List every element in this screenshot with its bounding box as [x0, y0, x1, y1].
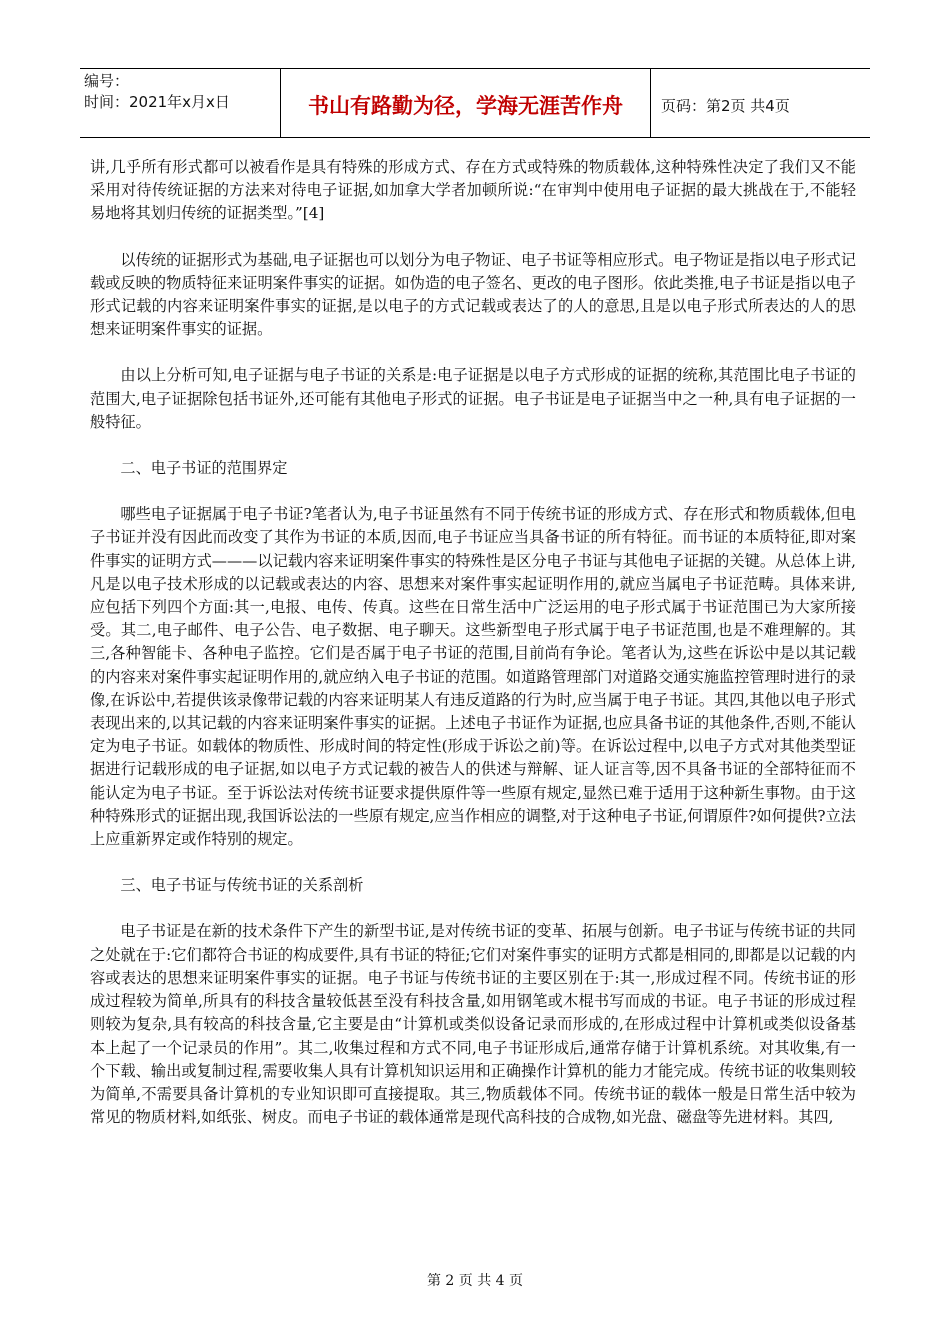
paragraph-4: 哪些电子证据属于电子书证?笔者认为,电子书证虽然有不同于传统书证的形成方式、存在形式和物质载体,但电子书证并没有因此而改变了其作为书证的本质,因而,电子书证应当具备书证的所有特征。而书证的本质特征,即对案件事实的证明方式———以记载内容来证明案件事实的特殊性是区分电子书证与其他电子证据的关键。从总体上讲,凡是以电子技术形成的以记载或表达的内容、思想来对案件事实起证明作用的,就应当属电子书证范畴。具体来讲,应包括下列四个方面:其一,电报、电传、传真。这些在日常生活中广泛运用的电子形式属于书证范围已为大家所接受。其二,电子邮件、电子公告、电子数据、电子聊天。这些新型电子形式属于电子书证范围,也是不难理解的。其三,各种智能卡、各种电子监控。它们是否属于电子书证的范围,目前尚有争论。笔者认为,这些在诉讼中是以其记载的内容来对案件事实起证明作用的,就应纳入电子书证的范围。如道路管理部门对道路交通实施监控管理时进行的录像,在诉讼中,若提供该录像带记载的内容来证明某人有违反道路的行为时,应当属于电子书证。其四,其他以电子形式表现出来的,以其记载的内容来证明案件事实的证据。上述电子书证作为证据,也应具备书证的其他条件,否则,不能认定为电子书证。如载体的物质性、形成时间的特定性(形成于诉讼之前)等。在诉讼过程中,以电子方式对其他类型证据进行记载形成的电子证据,如以电子方式记载的被告人的供述与辩解、证人证言等,因不具备书证的全部特征而不能认定为电子书证。至于诉讼法对传统书证要求提供原件等一些原有规定,显然已难于适用于这种新生事物。由于这种特殊形式的证据出现,我国诉讼法的一些原有规定,应当作相应的调整,对于这种电子书证,何谓原件?如何提供?立法上应重新界定或作特别的规定。 — [90, 505, 856, 849]
header-meta — [80, 69, 281, 137]
section-heading-2: 二、电子书证的范围界定 — [120, 459, 288, 478]
paragraph-1: 讲,几乎所有形式都可以被看作是具有特殊的形成方式、存在方式或特殊的物质载体,这种特殊性决定了我们又不能采用对待传统证据的方法来对待电子证据,如加拿大学者加顿所说:“在审判中使用电子证据的最大挑战在于,不能轻易地将其划归传统的证据类型。”[4] — [90, 158, 856, 223]
header-page-info: 页码：第2页 共4页 — [661, 96, 790, 115]
header-number-label: 编号： — [84, 72, 130, 90]
header-date-label: 时间：2021年x月x日 — [84, 93, 230, 111]
section-heading-3: 三、电子书证与传统书证的关系剖析 — [120, 876, 364, 895]
page-footer: 第 2 页 共 4 页 — [426, 1273, 524, 1289]
header-motto: 书山有路勤为径，学海无涯苦作舟 — [281, 69, 651, 137]
paragraph-3: 由以上分析可知,电子证据与电子书证的关系是:电子证据是以电子方式形成的证据的统称,其范围比电子书证的范围大,电子证据除包括书证外,还可能有其他电子形式的证据。电子书证是电子证据当中之一种,具有电子证据的一般特征。 — [90, 366, 856, 431]
paragraph-5: 电子书证是在新的技术条件下产生的新型书证,是对传统书证的变革、拓展与创新。电子书证与传统书证的共同之处就在于:它们都符合书证的构成要件,具有书证的特征;它们对案件事实的证明方式都是相同的,即都是以记载的内容或表达的思想来证明案件事实的证据。电子书证与传统书证的主要区别在于:其一,形成过程不同。传统书证的形成过程较为简单,所具有的科技含量较低甚至没有科技含量,如用钢笔或木棍书写而成的书证。电子书证的形成过程则较为复杂,具有较高的科技含量,它主要是由“计算机或类似设备记录而形成的,在形成过程中计算机或类似设备基本上起了一个记录员的作用”。其二,收集过程和方式不同,电子书证形成后,通常存储于计算机系统。对其收集,有一个下载、输出或复制过程,需要收集人具有计算机知识运用和正确操作计算机的能力才能完成。传统书证的收集则较为简单,不需要具备计算机的专业知识即可直接提取。其三,物质载体不同。传统书证的载体一般是日常生活中较为常见的物质材料,如纸张、树皮。而电子书证的载体通常是现代高科技的合成物,如光盘、磁盘等先进材料。其四, — [90, 922, 856, 1127]
page-header — [80, 68, 870, 138]
paragraph-2: 以传统的证据形式为基础,电子证据也可以划分为电子物证、电子书证等相应形式。电子物证是指以电子形式记载或反映的物质特征来证明案件事实的证据。如伪造的电子签名、更改的电子图形。依此类推,电子书证是指以电子形式记载的内容来证明案件事实的证据,是以电子的方式记载或表达了的人的意思,且是以电子形式所表达的人的思想来证明案件事实的证据。 — [90, 250, 856, 339]
document-body — [90, 156, 856, 1152]
